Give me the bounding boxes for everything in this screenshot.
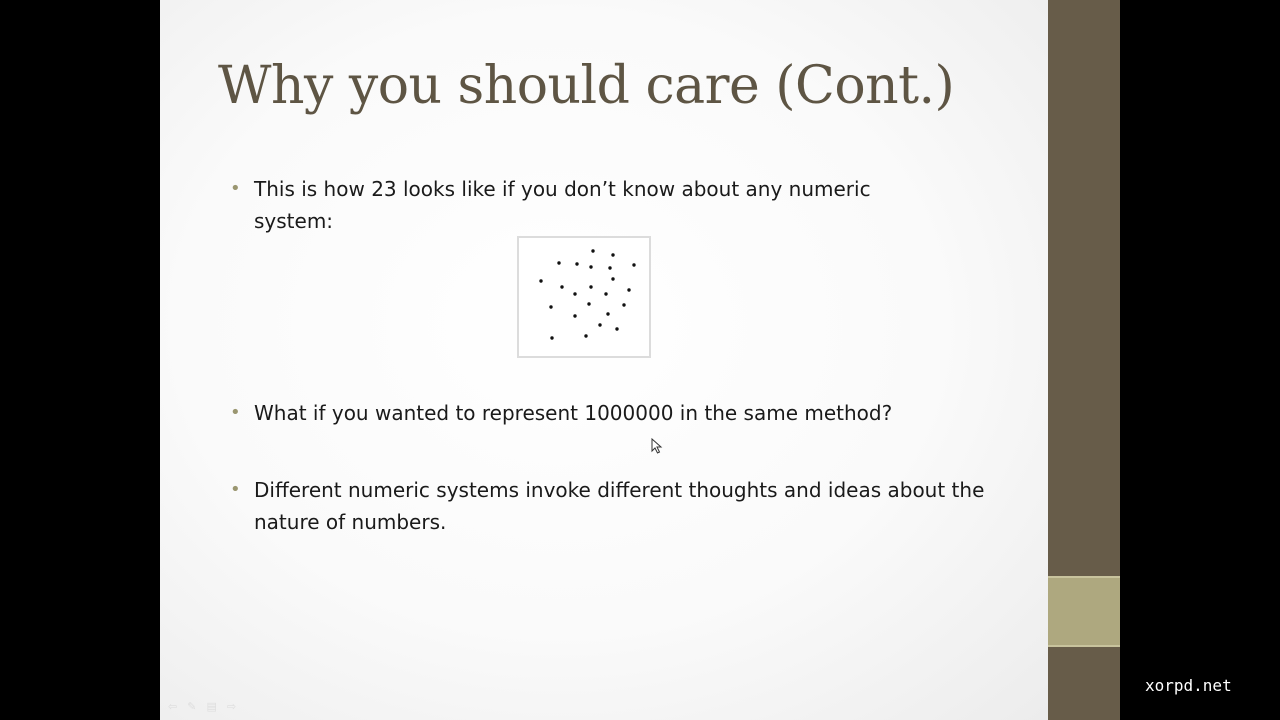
slideshow-controls <box>168 700 236 713</box>
dot <box>611 277 614 280</box>
dot-illustration <box>517 236 651 358</box>
dot <box>560 285 563 288</box>
dot <box>598 323 601 326</box>
dot <box>589 285 592 288</box>
dot <box>587 302 590 305</box>
bullet-3: • Different numeric systems invoke different thoughts and ideas about the nature of numbers. <box>254 474 1014 538</box>
next-arrow-icon[interactable]: ⇨ <box>226 700 237 713</box>
slide-title: Why you should care (Cont.) <box>218 56 955 116</box>
dots-svg <box>519 238 645 352</box>
dot <box>611 253 614 256</box>
sidebar-accent-block <box>1048 576 1120 647</box>
dot <box>606 312 609 315</box>
dot <box>584 334 587 337</box>
prev-arrow-icon[interactable]: ⇦ <box>168 700 178 713</box>
dot <box>589 265 592 268</box>
dot <box>557 261 560 264</box>
bullet-2: • What if you wanted to represent 1000000 in the same method? <box>254 397 1014 429</box>
dot <box>615 327 618 330</box>
pen-icon[interactable]: ✎ <box>187 700 197 713</box>
dot <box>539 279 542 282</box>
dot <box>622 303 625 306</box>
dot <box>627 288 630 291</box>
dot <box>573 314 576 317</box>
dot <box>604 292 607 295</box>
dot <box>549 305 552 308</box>
dot <box>591 249 594 252</box>
slide <box>160 0 1048 720</box>
dot <box>632 263 635 266</box>
dot <box>573 292 576 295</box>
menu-icon[interactable]: ▤ <box>206 700 217 713</box>
watermark: xorpd.net <box>1145 676 1232 695</box>
dot <box>575 262 578 265</box>
mouse-cursor-icon <box>651 438 663 454</box>
dot <box>608 266 611 269</box>
dot <box>550 336 553 339</box>
bullet-1: • This is how 23 looks like if you don’t know about any numeric system: <box>254 173 934 237</box>
